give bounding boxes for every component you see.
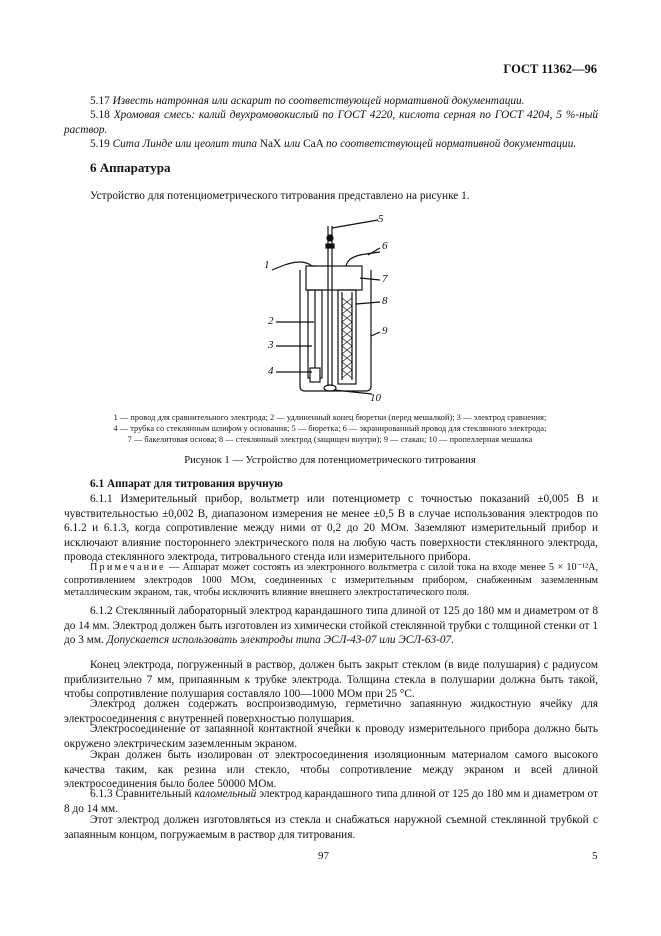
bakelite-cap — [306, 266, 362, 290]
paragraph-5-19 — [64, 137, 598, 152]
clause-text-b: или цеолит типа — [175, 138, 258, 150]
clause-text-c: NaX — [259, 138, 282, 150]
label-7: 7 — [382, 273, 388, 285]
figure-caption: Рисунок 1 — Устройство для потенциометрического титрования — [184, 455, 476, 466]
note-paragraph — [64, 562, 598, 600]
label-10: 10 — [370, 392, 381, 404]
label-2: 2 — [268, 315, 274, 327]
reference-wire — [282, 262, 316, 266]
paragraph-6-1-2-c: Электрод должен содержать воспроизводимую, герметично запаянную жидкостную ячейку для электросоединения с внутренней поверхностью полушария. — [64, 698, 598, 725]
note-text: — Аппарат может состоять из электронного вольтметра с силой тока на входе менее 5 × 10⁻¹²А, сопротивлением электродов 1000 МОм, соединенных с измерительным прибором, снабженным заземленным металлическим экраном, так, чтобы исключить влияние внешнего электростатического поля. — [64, 562, 598, 598]
section-heading: 6 Аппаратура — [90, 160, 171, 175]
label-8: 8 — [382, 295, 388, 307]
label-1: 1 — [264, 259, 270, 271]
figure-legend — [60, 412, 600, 445]
label-6: 6 — [382, 240, 388, 252]
clause-number: 5.17 — [90, 95, 110, 107]
paragraph-6-1-1: 6.1.1 Измерительный прибор, вольтметр или потенциометр с точностью показаний ±0,005 В и чувствительностью ±0,002 В, диапазоном измерения не менее ±0,5 В в случае использования электродов по 6.1.2 и 6.1.3, когда сопротивление между ними от 0,2 до 20 МОм. Заземляют измерительный прибор и исключают влияние постороннего электрического поля на любую часть поверхности стеклянного электрода, провода стеклянного электрода, титровального стенда или измерительного прибора. — [64, 493, 598, 563]
paragraph-6-1-2-b: Конец электрода, погруженный в раствор, должен быть закрыт стеклом (в виде полушария) с радиусом приблизительно 7 мм, припаянным к трубке электрода. Толщина стекла в полушарии должна быть такой, чтобы сопротивление полушария составляло 100—1000 МОм при 25 °С. — [64, 659, 598, 700]
section-intro: Устройство для потенциометрического титрования представлено на рисунке 1. — [90, 190, 470, 202]
clause-text-e: CaA — [303, 138, 324, 150]
clause-number: 5.18 — [90, 109, 110, 121]
label-4: 4 — [268, 365, 274, 377]
page-number-center: 97 — [318, 850, 329, 862]
titration-apparatus-diagram — [262, 208, 402, 404]
paragraph-6-1-3 — [64, 787, 598, 816]
legend-line: 7 — бакелитовая основа; 8 — стеклянный электрод (защищен внутри); 9 — стакан; 10 — пропеллерная мешалка — [127, 435, 533, 444]
glass-electrode — [338, 290, 356, 384]
p613-italic: каломельный — [194, 788, 257, 800]
paragraph-6-1-2 — [64, 604, 598, 648]
p612-italic: Допускается использовать электроды типа ЭСЛ-43-07 или ЭСЛ-63-07. — [106, 634, 455, 646]
page-number-right: 5 — [592, 850, 598, 862]
paragraph-6-1-2-d: Электросоединение от запаянной контактной ячейки к проводу измерительного прибора должно быть окружено электрическим заземленным экраном. — [64, 723, 598, 750]
clause-number: 5.19 — [90, 138, 110, 150]
paragraph-5-17 — [64, 94, 598, 109]
clause-text-a: Сита Линде — [112, 138, 173, 150]
p613-a: 6.1.3 Сравнительный — [90, 788, 195, 800]
p612-text: 6.1.2 Стеклянный лабораторный электрод карандашного типа длиной от 125 до 180 мм и диаметром от 8 до 14 мм. Электрод должен быть изготовлен из химически стойкой стеклянной трубки с толщиной стенки от 1 до 3 мм. — [64, 605, 598, 646]
legend-line: 4 — трубка со стеклянным шлифом у основания; 5 — бюретка; 6 — экранированный провод для стеклянного электрода; — [113, 424, 547, 433]
label-5: 5 — [378, 213, 384, 225]
clause-text: Известь натронная или аскарит по соответствующей нормативной документации. — [112, 95, 525, 107]
shielded-wire — [346, 252, 380, 266]
subsection-heading: 6.1 Аппарат для титрования вручную — [90, 478, 283, 490]
clause-text: Хромовая смесь: калий двухромовокислый по ГОСТ 4220, кислота серная по ГОСТ 4204, 5 %-ный раствор. — [64, 109, 598, 136]
paragraph-6-1-2-e: Экран должен быть изолирован от электросоединения изоляционным материалом самого высокого качества таким, как резина или стекло, чтобы сопротивление между экраном и всей длиной электросоединения было более 50000 МОм. — [64, 749, 598, 790]
legend-line: 1 — провод для сравнительного электрода; 2 — удлиненный конец бюретки (перед мешалкой); 3 — электрод сравнения; — [113, 413, 547, 422]
note-label: Примечание — [90, 562, 166, 573]
document-code: ГОСТ 11362—96 — [503, 62, 597, 76]
clause-text-f: по соответствующей нормативной документации. — [326, 138, 577, 150]
paragraph-5-18 — [64, 108, 598, 137]
p613-c: электрод карандашного типа длиной от 125 до 180 мм и диаметром от 8 до 14 мм. — [64, 788, 598, 815]
label-9: 9 — [382, 325, 388, 337]
label-3: 3 — [268, 339, 274, 351]
clause-text-d: или — [284, 138, 301, 150]
paragraph-6-1-3-b: Этот электрод должен изготовляться из стекла и снабжаться наружной съемной стеклянной трубкой с запаянным концом, погружаемым в раствор для титрования. — [64, 814, 598, 841]
